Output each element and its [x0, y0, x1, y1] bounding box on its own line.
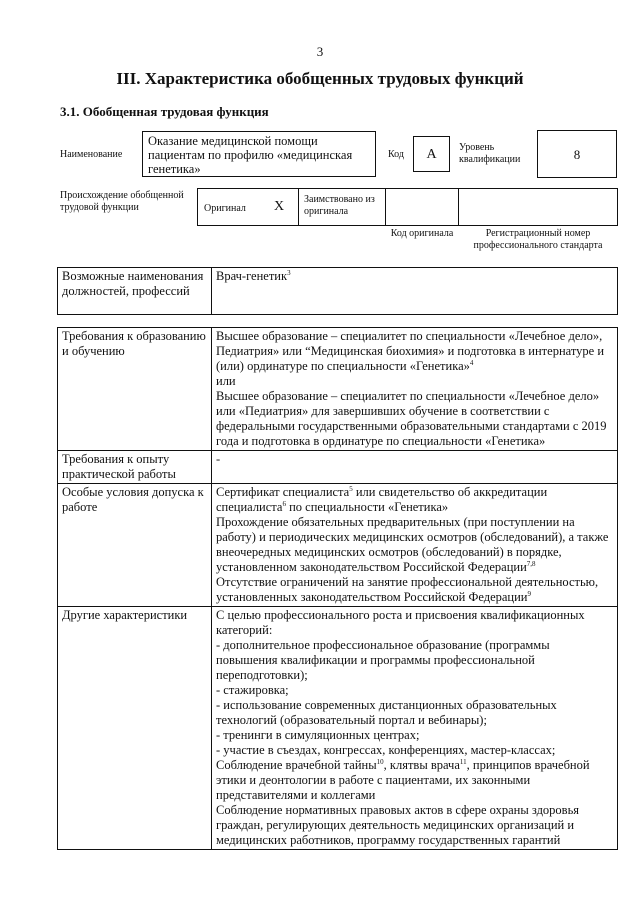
- other-label: Другие характеристики: [58, 607, 212, 850]
- other-line: Соблюдение нормативных правовых актов в сфере охраны здоровья граждан, регулирующих деятельность медицинских организаций и медицинских работников, программу государственных гарантий: [216, 803, 580, 847]
- other-line: - тренинги в симуляционных центрах;: [216, 728, 420, 742]
- code-original-cell: [385, 188, 459, 226]
- other-line-text: , принципов врачебной этики и деонтологии в работе с пациентами, их законными представителями и коллегами: [216, 758, 590, 802]
- level-value: 8: [573, 147, 581, 162]
- other-line-text: , клятвы врача: [383, 758, 460, 772]
- code-value: А: [426, 147, 437, 162]
- education-line: Высшее образование – специалитет по специальности «Лечебное дело», Педиатрия» или “Медицинская биохимия» и подготовка в интернатуре и (или) ординатуре по специальности «Генетика»: [216, 329, 605, 373]
- other-value: [212, 607, 618, 850]
- admission-line: Сертификат специалиста: [216, 485, 350, 499]
- footnote-ref: 6: [282, 499, 286, 508]
- other-line: - стажировка;: [216, 683, 289, 697]
- other-line: - дополнительное профессиональное образование (программы повышения квалификации и программы профессиональной переподготовки);: [216, 638, 550, 682]
- footnote-ref: 5: [349, 484, 353, 493]
- positions-value-cell: [212, 268, 618, 315]
- page-number: 3: [316, 44, 324, 59]
- experience-label: Требования к опыту практической работы: [58, 451, 212, 484]
- other-line: С целью профессионального роста и присвоения квалификационных категорий:: [216, 608, 585, 637]
- code-original-caption: Код оригинала: [390, 228, 454, 239]
- original-label: Оригинал: [204, 203, 246, 214]
- original-cell: [197, 188, 299, 226]
- admission-line: [216, 575, 614, 605]
- table-row: [58, 451, 618, 484]
- other-line-text: Соблюдение врачебной тайны: [216, 758, 377, 772]
- education-value: [212, 328, 618, 451]
- code-box: [413, 136, 450, 172]
- table-row: [58, 484, 618, 607]
- admission-line: или свидетельство об аккредитации специалиста: [216, 485, 548, 514]
- original-mark: X: [274, 199, 285, 214]
- borrowed-label: Заимствовано из оригинала: [304, 194, 375, 217]
- positions-table: [57, 267, 618, 315]
- table-row: [58, 328, 618, 451]
- footnote-ref: 7,8: [526, 559, 536, 568]
- positions-label: Возможные наименования должностей, профессий: [58, 268, 212, 315]
- origin-label: Происхождение обобщенной трудовой функции: [60, 190, 184, 213]
- borrowed-cell: [298, 188, 386, 226]
- other-line: - использование современных дистанционных образовательных технологий (образовательный портал и вебинары);: [216, 698, 557, 727]
- footnote-ref: 9: [527, 589, 531, 598]
- name-label: Наименование: [60, 149, 123, 160]
- admission-line: [216, 515, 614, 575]
- table-row: [58, 607, 618, 850]
- level-label: Уровень квалификации: [459, 142, 521, 165]
- positions-value: Врач-генетик: [216, 269, 288, 283]
- level-box: [537, 130, 617, 178]
- admission-value: [212, 484, 618, 607]
- other-line: - участие в съездах, конгрессах, конференциях, мастер-классах;: [216, 743, 556, 757]
- positions-footnote: 3: [287, 268, 291, 277]
- reg-number-cell: [458, 188, 618, 226]
- code-label: Код: [388, 149, 404, 160]
- function-name-value: Оказание медицинской помощи пациентам по профилю «медицинская генетика»: [148, 134, 353, 176]
- education-line: Высшее образование – специалитет по специальности «Лечебное дело» или «Педиатрия» для завершивших обучение в соответствии с федеральными государственными образовательными стандартами с 2019 года и подготовка в ординатуре по специальности «Генетика»: [216, 389, 607, 448]
- footnote-ref: 4: [469, 358, 474, 367]
- admission-line: по специальности «Генетика»: [289, 500, 449, 514]
- admission-line-text: Прохождение обязательных предварительных (при поступлении на работу) и периодических медицинских осмотров (обследований), а также внеочередных медицинских осмотров (обследований) в порядке, установленном законодательством Российской Федерации: [216, 515, 609, 574]
- admission-label: Особые условия допуска к работе: [58, 484, 212, 607]
- subsection-title: 3.1. Обобщенная трудовая функция: [60, 104, 269, 119]
- footnote-ref: 11: [459, 757, 467, 766]
- education-line: или: [216, 374, 236, 388]
- other-line: [216, 758, 614, 803]
- experience-value: -: [212, 451, 618, 484]
- education-label: Требования к образованию и обучению: [58, 328, 212, 451]
- requirements-table: [57, 327, 618, 850]
- admission-line-text: Отсутствие ограничений на занятие профессиональной деятельностью, установленных законодательством Российской Федерации: [216, 575, 599, 604]
- function-name-box: [142, 131, 376, 177]
- footnote-ref: 10: [376, 757, 384, 766]
- section-title: III. Характеристика обобщенных трудовых функций: [116, 69, 524, 88]
- reg-number-caption: Регистрационный номер профессионального стандарта: [473, 228, 603, 251]
